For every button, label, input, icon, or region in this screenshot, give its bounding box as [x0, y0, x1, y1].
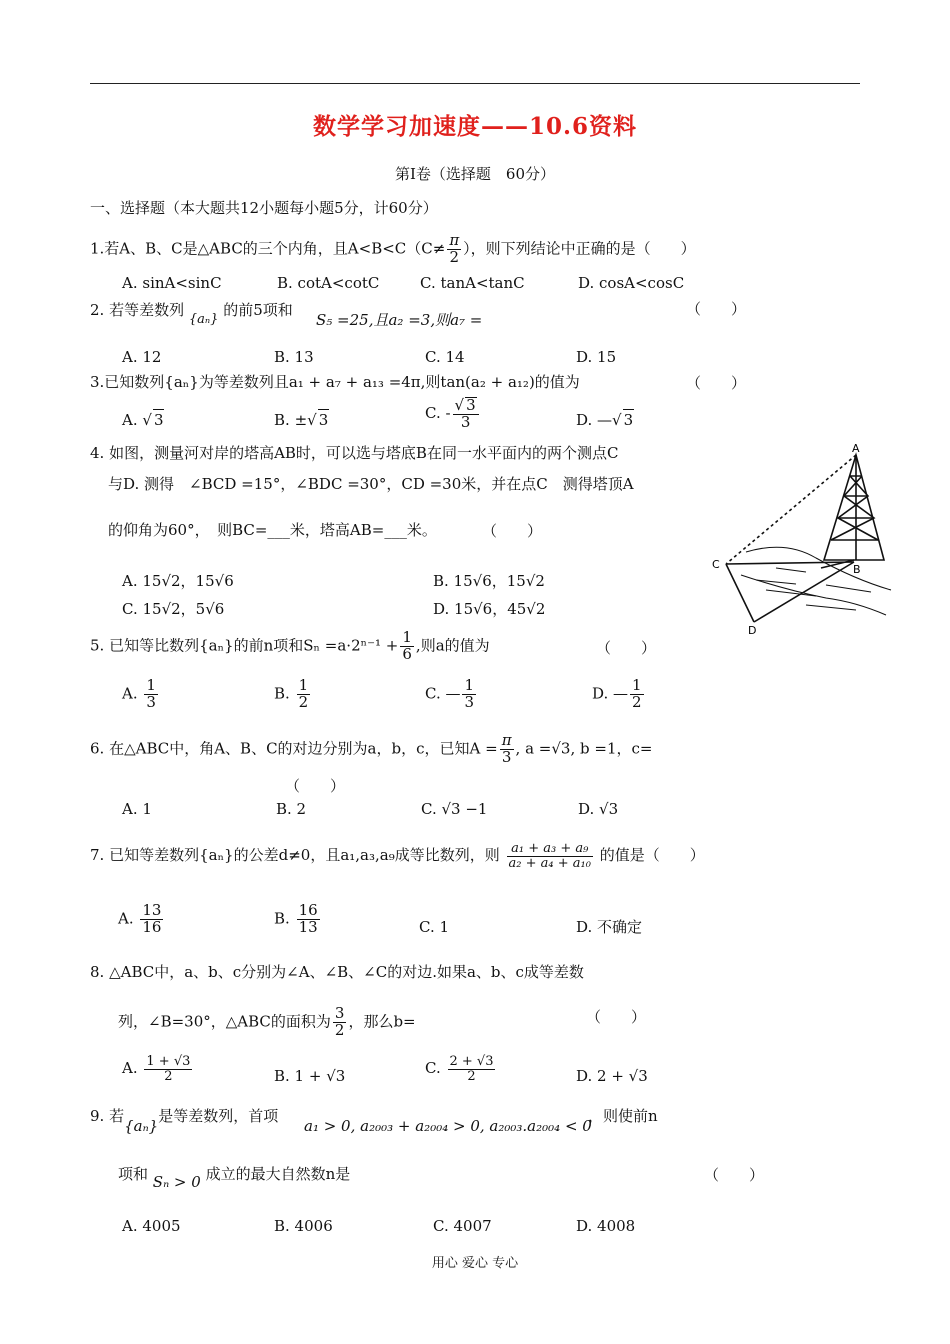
- q4-option-d[interactable]: D. 15√6，45√2: [433, 600, 546, 618]
- fig-label-b: B: [853, 563, 861, 576]
- question-9-line2: 项和 Sₙ > 0 成立的最大自然数n是: [118, 1165, 351, 1191]
- q6-option-b[interactable]: B. 2: [276, 800, 307, 818]
- section-heading: 一、选择题（本大题共12小题每小题5分，计60分）: [90, 199, 438, 217]
- tower-figure: [706, 440, 906, 635]
- q4-option-c[interactable]: C. 15√2，5√6: [122, 600, 225, 618]
- q2-option-a[interactable]: A. 12: [122, 348, 162, 366]
- q8-option-a[interactable]: A. $\frac{1 + √3}{2}$: [122, 1054, 191, 1084]
- q6-option-d[interactable]: D. √3: [578, 800, 619, 818]
- q1-option-c[interactable]: C. tanA<tanC: [420, 274, 525, 292]
- question-4-line1: 4. 如图，测量河对岸的塔高AB时，可以选与塔底B在同一水平面内的两个测点C: [90, 444, 619, 462]
- q7-option-a[interactable]: A. $\frac{13}{16}$: [118, 901, 162, 936]
- fig-label-d: D: [748, 624, 757, 635]
- question-8-line2: 列，∠B=30°，△ABC的面积为 $\frac{3}{2}$ ，那么b=: [118, 1004, 416, 1039]
- q3-option-a[interactable]: A. √ 3: [122, 411, 164, 429]
- q6-answer-paren[interactable]: （ ）: [285, 777, 346, 795]
- fig-label-a: A: [852, 442, 860, 455]
- page-title: 数学学习加速度——10.6资料: [312, 113, 638, 140]
- q2-condition: S₅ =25,且a₂ =3,则a₇ =: [316, 311, 483, 329]
- q1-option-a[interactable]: A. sinA<sinC: [122, 274, 222, 292]
- section-subtitle: 第Ⅰ卷（选择题 60分）: [394, 165, 555, 183]
- q5-option-c[interactable]: C. — $\frac{1}{3}$: [425, 676, 475, 711]
- q3-answer-paren[interactable]: （ ）: [686, 374, 747, 392]
- q5-option-a[interactable]: A. $\frac{1}{3}$: [122, 676, 156, 711]
- q8-answer-paren[interactable]: （ ）: [586, 1008, 647, 1026]
- q9-option-d[interactable]: D. 4008: [576, 1217, 636, 1235]
- question-6: 6. 在△ABC中，角A、B、C的对边分别为a，b，c，已知A = $\frac{\pi}{3}$ , a =√3, b =1，c=: [90, 731, 653, 766]
- q8-option-d[interactable]: D. 2 + √3: [576, 1067, 648, 1085]
- q2-answer-paren[interactable]: （ ）: [686, 300, 747, 318]
- q7-option-c[interactable]: C. 1: [419, 918, 450, 936]
- q2-option-d[interactable]: D. 15: [576, 348, 617, 366]
- q5-option-d[interactable]: D. — $\frac{1}{2}$: [592, 676, 642, 711]
- q9-condition: a₁ > 0, a₂₀₀₃ + a₂₀₀₄ > 0, a₂₀₀₃.a₂₀₀₄ < 0: [304, 1117, 592, 1135]
- q9-answer-paren[interactable]: （ ）: [704, 1166, 765, 1184]
- q3-option-d[interactable]: D. —√ 3: [576, 411, 634, 429]
- q8-option-b[interactable]: B. 1 + √3: [274, 1067, 346, 1085]
- page-footer: 用心 爱心 专心: [431, 1256, 519, 1271]
- question-9: 9. 若{aₙ}是等差数列，首项: [90, 1107, 279, 1135]
- question-4-line2: 与D. 测得 ∠BCD =15°，∠BDC =30°，CD =30米，并在点C 测得塔顶A: [108, 475, 634, 493]
- question-7: 7. 已知等差数列{aₙ}的公差d≠0，且a₁,a₃,a₉成等比数列，则 $\frac{\text{a₁ + a₃ + a₉}}{\text{a₂ + a₄ + a₁₀}}$ 的值是（ ）: [90, 841, 705, 871]
- q6-option-c[interactable]: C. √3 −1: [421, 800, 488, 818]
- q8-option-c[interactable]: C. $\frac{2 + √3}{2}$: [425, 1054, 494, 1084]
- q4-answer-paren[interactable]: （ ）: [482, 522, 543, 540]
- q2-option-b[interactable]: B. 13: [274, 348, 314, 366]
- q5-option-b[interactable]: B. $\frac{1}{2}$: [274, 676, 309, 711]
- question-4-line3: 的仰角为60°， 则BC=___米，塔高AB=___米。: [108, 521, 437, 539]
- question-8-line1: 8. △ABC中，a、b、c分别为∠A、∠B、∠C的对边.如果a、b、c成等差数: [90, 963, 584, 981]
- q9-option-b[interactable]: B. 4006: [274, 1217, 333, 1235]
- q9-option-c[interactable]: C. 4007: [433, 1217, 492, 1235]
- fig-label-c: C: [712, 558, 720, 571]
- question-1: 1.若A、B、C是△ABC的三个内角，且A<B<C（C≠ $\frac{\pi}{2}$ ），则下列结论中正确的是（ ）: [90, 231, 696, 266]
- q2-option-c[interactable]: C. 14: [425, 348, 465, 366]
- question-2: 2. 若等差数列 {aₙ} 的前5项和: [90, 301, 293, 327]
- question-3: 3.已知数列{aₙ}为等差数列且a₁ + a₇ + a₁₃ =4π,则tan(a₂ + a₁₂)的值为: [90, 373, 580, 391]
- q1-option-b[interactable]: B. cotA<cotC: [277, 274, 380, 292]
- header-rule: [90, 83, 860, 84]
- q3-option-b[interactable]: B. ±√ 3: [274, 411, 329, 429]
- q9-option-a[interactable]: A. 4005: [122, 1217, 181, 1235]
- q4-option-b[interactable]: B. 15√6，15√2: [433, 572, 545, 590]
- q9-tail: ，则使前n: [588, 1107, 658, 1125]
- q7-option-d[interactable]: D. 不确定: [576, 918, 643, 936]
- question-5: 5. 已知等比数列{aₙ}的前n项和Sₙ =a·2ⁿ⁻¹ + $\frac{1}{6}$ ,则a的值为: [90, 628, 490, 663]
- q4-option-a[interactable]: A. 15√2，15√6: [122, 572, 234, 590]
- q1-option-d[interactable]: D. cosA<cosC: [578, 274, 685, 292]
- q5-answer-paren[interactable]: （ ）: [596, 639, 657, 657]
- q7-option-b[interactable]: B. $\frac{16}{13}$: [274, 901, 318, 936]
- q6-option-a[interactable]: A. 1: [122, 800, 152, 818]
- q3-option-c[interactable]: C. - $\frac{√ 3}{3}$: [425, 397, 481, 431]
